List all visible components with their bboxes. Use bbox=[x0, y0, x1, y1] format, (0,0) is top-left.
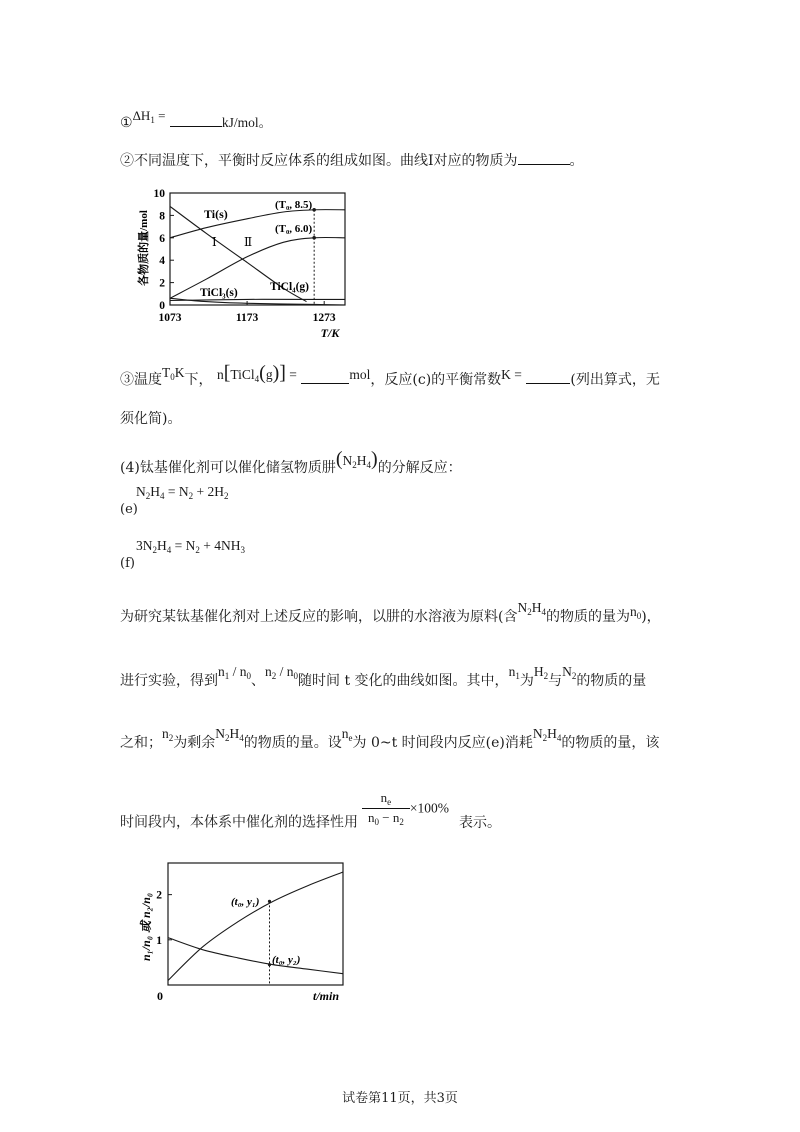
chart1-xtick-label: 1173 bbox=[235, 312, 259, 324]
chart1-ytick-label: 0 bbox=[159, 300, 165, 312]
item-3-mid: ，反应(c)的平衡常数 bbox=[370, 372, 502, 388]
item-2-end: 。 bbox=[569, 153, 584, 169]
chart2-series-line-0 bbox=[168, 872, 343, 981]
chart2-series-line-1 bbox=[168, 938, 343, 974]
answer-blank-dh[interactable] bbox=[170, 114, 222, 127]
reaction-f-equation: $3N_2H_4 = N_2 + 4NH_3$ bbox=[136, 538, 245, 555]
chart2-point-y2 bbox=[268, 963, 271, 966]
para-3-b: 为剩余 bbox=[173, 735, 216, 751]
fraction-denominator: $n_0 - n_2$ bbox=[368, 810, 404, 827]
chart1-ytick-label: 4 bbox=[159, 255, 165, 268]
para-3-d: 为 0~t 时间段内反应(e)消耗 bbox=[352, 735, 533, 751]
label-t0-y2: (t₀, y₂) bbox=[272, 954, 301, 966]
chart2-series bbox=[168, 872, 343, 981]
k-symbol: K = bbox=[501, 367, 522, 382]
chart1-ytick-label: 6 bbox=[159, 232, 165, 245]
item-3-line2: 须化简)。 bbox=[120, 411, 182, 427]
para-2-a: 进行实验，得到 bbox=[120, 673, 218, 689]
para-4-a: 时间段内，本体系中催化剂的选择性用 bbox=[120, 814, 358, 831]
selectivity-fraction bbox=[362, 790, 410, 827]
n2-formula: $N_2$ bbox=[562, 664, 577, 681]
item-3-under: 下， bbox=[184, 372, 213, 388]
q4-intro-end: 的分解反应： bbox=[377, 460, 462, 476]
q4-intro-text: (4)钛基催化剂可以催化储氢物质肼 bbox=[120, 460, 336, 476]
item-3-prefix: ③温度 bbox=[120, 372, 162, 388]
chart1-ylabel: 各物质的量/mol bbox=[138, 210, 150, 286]
chart1-ytick-label: 2 bbox=[159, 277, 165, 290]
chart-equilibrium-composition bbox=[125, 188, 355, 348]
para-4-end: 表示。 bbox=[458, 814, 501, 831]
item-3-tail: (列出算式，无 bbox=[570, 372, 660, 388]
hydrazine-formula: $(N_2H_4)$ bbox=[335, 448, 378, 470]
chart1-point-85 bbox=[312, 208, 316, 212]
chart2-ytick-label: 2 bbox=[156, 889, 162, 902]
para-2-d: 与 bbox=[548, 673, 563, 689]
para-1-end: )， bbox=[641, 609, 661, 625]
label-t0-85: (T₀, 8.5) bbox=[275, 199, 313, 211]
fraction-numerator: $n_e$ bbox=[362, 790, 410, 809]
n0-symbol: $n_0$ bbox=[629, 604, 642, 621]
para-1-a: 为研究某钛基催化剂对上述反应的影响，以肼的水溶液为原料(含 bbox=[120, 609, 518, 625]
para-1-b: 的物质的量为 bbox=[545, 609, 630, 625]
n2h4-formula-1: $N_2H_4$ bbox=[517, 600, 546, 617]
chart1-series-line-0 bbox=[170, 210, 345, 238]
para-3-e: 的物质的量，该 bbox=[561, 735, 660, 751]
item-2 bbox=[120, 150, 584, 170]
item-1-marker: ① bbox=[120, 115, 133, 131]
label-ti: Ti(s) bbox=[204, 207, 228, 221]
para-3-c: 的物质的量。设 bbox=[243, 735, 342, 751]
q4-para-4 bbox=[120, 790, 501, 832]
reaction-f-label: (f) bbox=[120, 556, 135, 571]
reaction-f bbox=[120, 538, 245, 571]
times-100-percent: ×100% bbox=[409, 800, 449, 816]
q4-para-2 bbox=[120, 664, 646, 690]
answer-blank-curve-1[interactable] bbox=[518, 152, 570, 165]
para-2-sep: 、 bbox=[251, 673, 266, 689]
item-1 bbox=[120, 108, 272, 131]
reaction-e-equation: $N_2H_4 = N_2 + 2H_2$ bbox=[136, 484, 229, 501]
unit-kj-mol: kJ/mol。 bbox=[221, 115, 273, 130]
chart2-frame bbox=[168, 863, 343, 985]
chart2-xlabel: t/min bbox=[312, 989, 340, 1003]
label-t0-y1: (t₀, y₁) bbox=[231, 896, 260, 908]
label-t0-60: (T₀, 6.0) bbox=[275, 223, 313, 235]
chart1-xtick-label: 1073 bbox=[158, 312, 182, 324]
chart1-xtick-label: 1273 bbox=[312, 312, 336, 324]
chart2-ylabel: n₁/n₀ 或 n₂/n₀ bbox=[139, 892, 153, 962]
label-ticl4: TiCl₄(g) bbox=[270, 281, 310, 293]
item-3 bbox=[120, 362, 660, 389]
q4-para-3 bbox=[120, 726, 659, 752]
chart1-xlabel: T/K bbox=[320, 326, 340, 340]
unit-mol: mol bbox=[349, 367, 371, 382]
label-curve-2: Ⅱ bbox=[244, 235, 253, 249]
n1-symbol: $n_1$ bbox=[508, 664, 520, 681]
chart1-point-60 bbox=[312, 236, 316, 240]
item-2-text: ②不同温度下，平衡时反应体系的组成如图。曲线Ⅰ对应的物质为 bbox=[120, 153, 518, 169]
answer-blank-ticl4[interactable] bbox=[301, 371, 349, 384]
chart2-ytick-label: 1 bbox=[156, 934, 162, 947]
para-2-e: 的物质的量 bbox=[576, 673, 647, 689]
temp-t0-k: $T_0K$ bbox=[162, 365, 185, 382]
ratio-n2-n0: $n_2 / n_0$ bbox=[265, 664, 299, 681]
label-curve-1: Ⅰ bbox=[212, 235, 217, 249]
chart1-ytick-label: 10 bbox=[153, 188, 165, 200]
delta-h-label: $\Delta H_1$ = bbox=[132, 108, 166, 125]
answer-blank-k[interactable] bbox=[526, 371, 570, 384]
n-ticl4-expression: n[TiCl$_4$(g)] = bbox=[216, 362, 297, 384]
para-2-c: 为 bbox=[519, 673, 534, 689]
ratio-n1-n0: $n_1 / n_0$ bbox=[218, 664, 252, 681]
chart1-series bbox=[170, 206, 345, 305]
label-ticl3: TiCl₃(s) bbox=[200, 287, 238, 299]
chart-ratio-vs-time bbox=[138, 855, 358, 1005]
reaction-e bbox=[120, 484, 229, 517]
para-2-b: 随时间 t 变化的曲线如图。其中， bbox=[298, 673, 509, 689]
n2-symbol: $n_2$ bbox=[162, 726, 174, 743]
q4-para-1 bbox=[120, 600, 661, 626]
chart2-point-y1 bbox=[268, 900, 271, 903]
q4-intro bbox=[120, 448, 462, 477]
ne-symbol: $n_e$ bbox=[341, 726, 353, 743]
chart1-ytick-label: 8 bbox=[159, 210, 165, 223]
n2h4-formula-2: $N_2H_4$ bbox=[215, 726, 244, 743]
chart2-origin: 0 bbox=[157, 989, 163, 1003]
para-3-a: 之和； bbox=[120, 735, 162, 751]
n2h4-formula-3: $N_2H_4$ bbox=[532, 726, 562, 743]
chart1-series-line-1 bbox=[170, 237, 345, 298]
h2-formula: $H_2$ bbox=[533, 664, 549, 681]
reaction-e-label: (e) bbox=[120, 502, 138, 517]
page-footer: 试卷第11页，共3页 bbox=[342, 1091, 458, 1106]
